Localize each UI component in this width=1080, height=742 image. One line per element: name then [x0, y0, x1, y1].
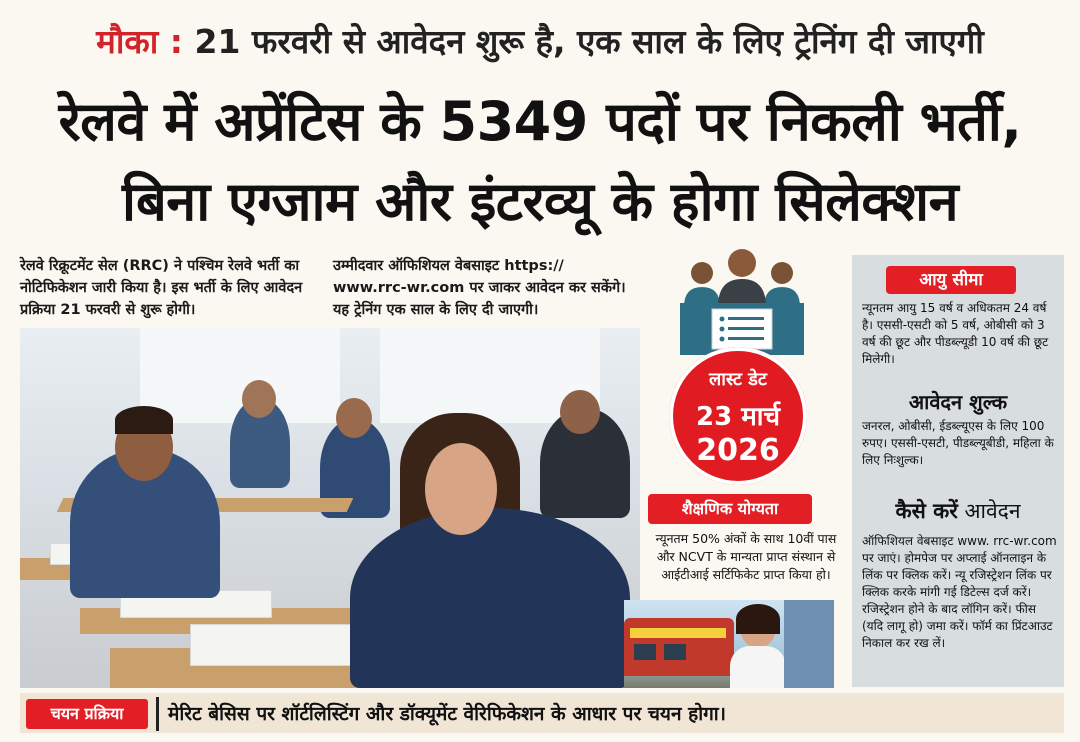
train-photo [624, 600, 834, 688]
last-date-year: 2026 [696, 433, 780, 468]
how-title-rest: आवेदन [957, 499, 1021, 523]
intro-column-2: उम्मीदवार ऑफिशियल वेबसाइट https:// www.rrc-wr.com पर जाकर आवेदन कर सकेंगे। यह ट्रेनिंग एक साल के लिए दी जाएगी। [333, 258, 626, 318]
how-to-apply-text: ऑफिशियल वेबसाइट www. rrc-wr.com पर जाएं। होमपेज पर अप्लाई ऑनलाइन के लिंक पर क्लिक करें। न्यू रजिस्ट्रेशन लिंक पर क्लिक करके मांगी गई डिटेल्स दर्ज करें। रजिस्ट्रेशन होने के बाद लॉगिन करें। फीस (यदि लागू हो) जमा करें। फॉर्म का प्रिंटआउट निकाल कर रख लें। [862, 534, 1057, 650]
kicker-line [0, 18, 1080, 63]
headline-line-1: रेलवे में अप्रेंटिस के 5349 पदों पर निकली भर्ती, [58, 90, 1022, 153]
kicker-label: मौका : [96, 22, 183, 61]
kicker-text: 21 फरवरी से आवेदन शुरू है, एक साल के लिए ट्रेनिंग दी जाएगी [194, 22, 984, 61]
last-date-date: 23 मार्च [695, 402, 781, 432]
intro-column-1: रेलवे रिक्रूटमेंट सेल (RRC) ने पश्चिम रेलवे भर्ती का नोटिफिकेशन जारी किया है। इस भर्ती के लिए आवेदन प्रक्रिया 21 फरवरी से शुरू होगी। [20, 258, 303, 318]
selection-label: चयन प्रक्रिया [26, 699, 148, 729]
last-date-badge [669, 347, 807, 485]
exam-hall-photo [20, 328, 640, 688]
fee-text: जनरल, ओबीसी, ईडब्ल्यूएस के लिए 100 रुपए। एससी-एसटी, पीडब्ल्यूबीडी, महिला के लिए निःशुल्क। [862, 419, 1054, 467]
education-title: शैक्षणिक योग्यता [648, 494, 812, 524]
selection-text: मेरिट बेसिस पर शॉर्टलिस्टिंग और डॉक्यूमेंट वेरिफिकेशन के आधार पर चयन होगा। [168, 703, 726, 725]
candidates-icon [672, 245, 812, 355]
age-text: न्यूनतम आयु 15 वर्ष व अधिकतम 24 वर्ष है। एससी-एसटी को 5 वर्ष, ओबीसी को 3 वर्ष की छूट और पीडब्ल्यूडी 10 वर्ष की छूट मिलेगी। [862, 301, 1049, 366]
selection-divider [156, 697, 159, 731]
how-title-bold: कैसे करें [895, 499, 958, 523]
how-to-apply-title [852, 497, 1064, 525]
fee-title: आवेदन शुल्क [908, 390, 1008, 414]
education-text: न्यूनतम 50% अंकों के साथ 10वीं पास और NCVT के मान्यता प्राप्त संस्थान से आईटीआई सर्टिफिकेट प्राप्त किया हो। [655, 531, 837, 582]
last-date-label: लास्ट डेट [709, 369, 767, 390]
headline-line-2: बिना एग्जाम और इंटरव्यू के होगा सिलेक्शन [121, 170, 959, 233]
age-title: आयु सीमा [886, 266, 1016, 294]
